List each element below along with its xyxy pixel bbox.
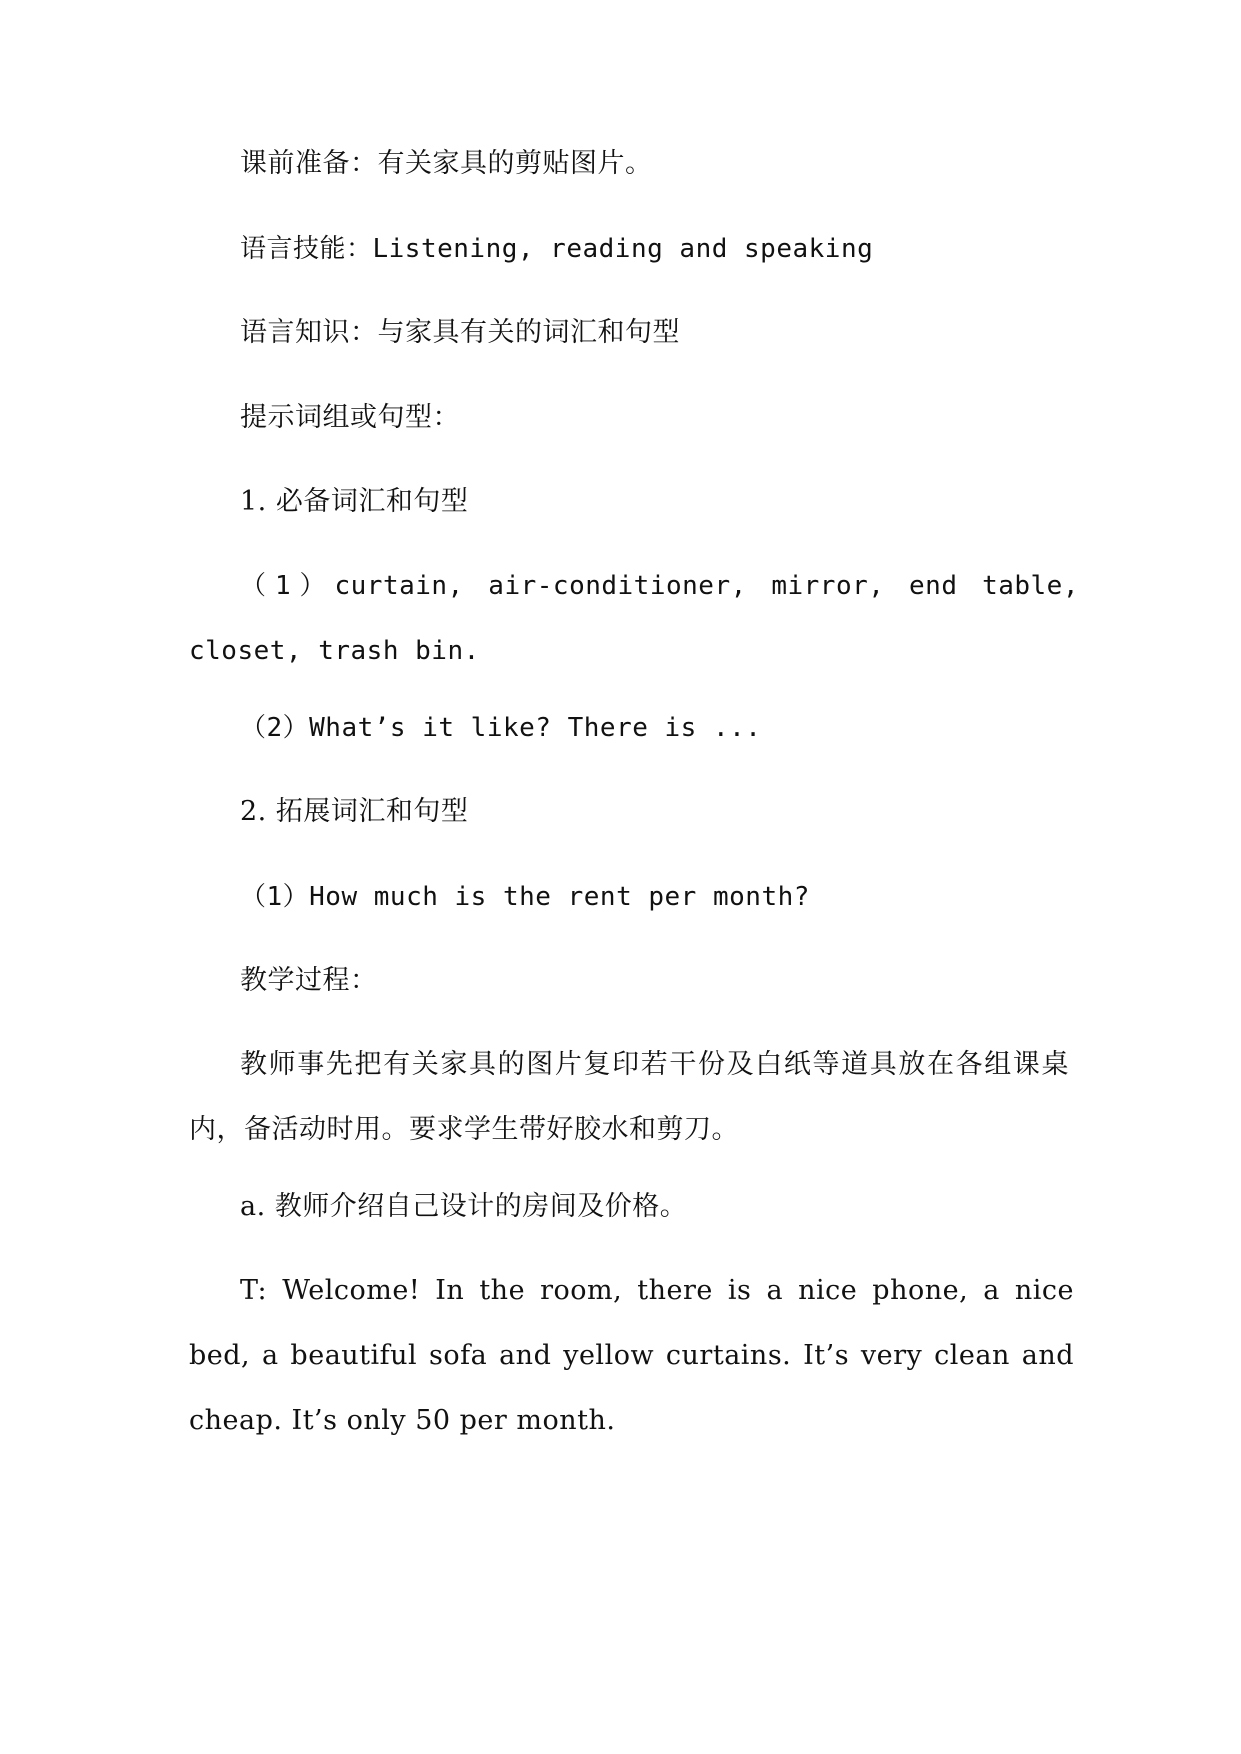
- paragraph-language-knowledge: 语言知识：与家具有关的词汇和句型: [240, 317, 680, 348]
- paragraph-preparation: 课前准备：有关家具的剪贴图片。: [240, 148, 653, 179]
- paragraph-vocab-list-2: （2）What’s it like? There is ...: [240, 713, 762, 743]
- list-item-extended-vocab: 2. 拓展词汇和句型: [240, 796, 469, 827]
- paragraph-step-a: a. 教师介绍自己设计的房间及价格。: [240, 1191, 688, 1222]
- list-item-required-vocab: 1. 必备词汇和句型: [240, 486, 469, 517]
- heading-prompt-phrases: 提示词组或句型：: [240, 402, 460, 433]
- paragraph-language-skills: 语言技能：Listening, reading and speaking: [240, 234, 874, 264]
- paragraph-vocab-list-1: （1）curtain, air-conditioner, mirror, end table, closet, trash bin.: [189, 571, 1079, 666]
- paragraph-extended-sentence: （1）How much is the rent per month?: [240, 882, 810, 912]
- paragraph-teacher-dialogue: T: Welcome! In the room, there is a nice phone, a nice bed, a beautiful sofa and yellow curtains. It’s very clean and cheap. It’s only 50 per month.: [189, 1275, 1074, 1436]
- paragraph-teacher-preparation: 教师事先把有关家具的图片复印若干份及白纸等道具放在各组课桌内，备活动时用。要求学生带好胶水和剪刀。: [189, 1049, 1069, 1145]
- heading-teaching-process: 教学过程：: [240, 965, 378, 996]
